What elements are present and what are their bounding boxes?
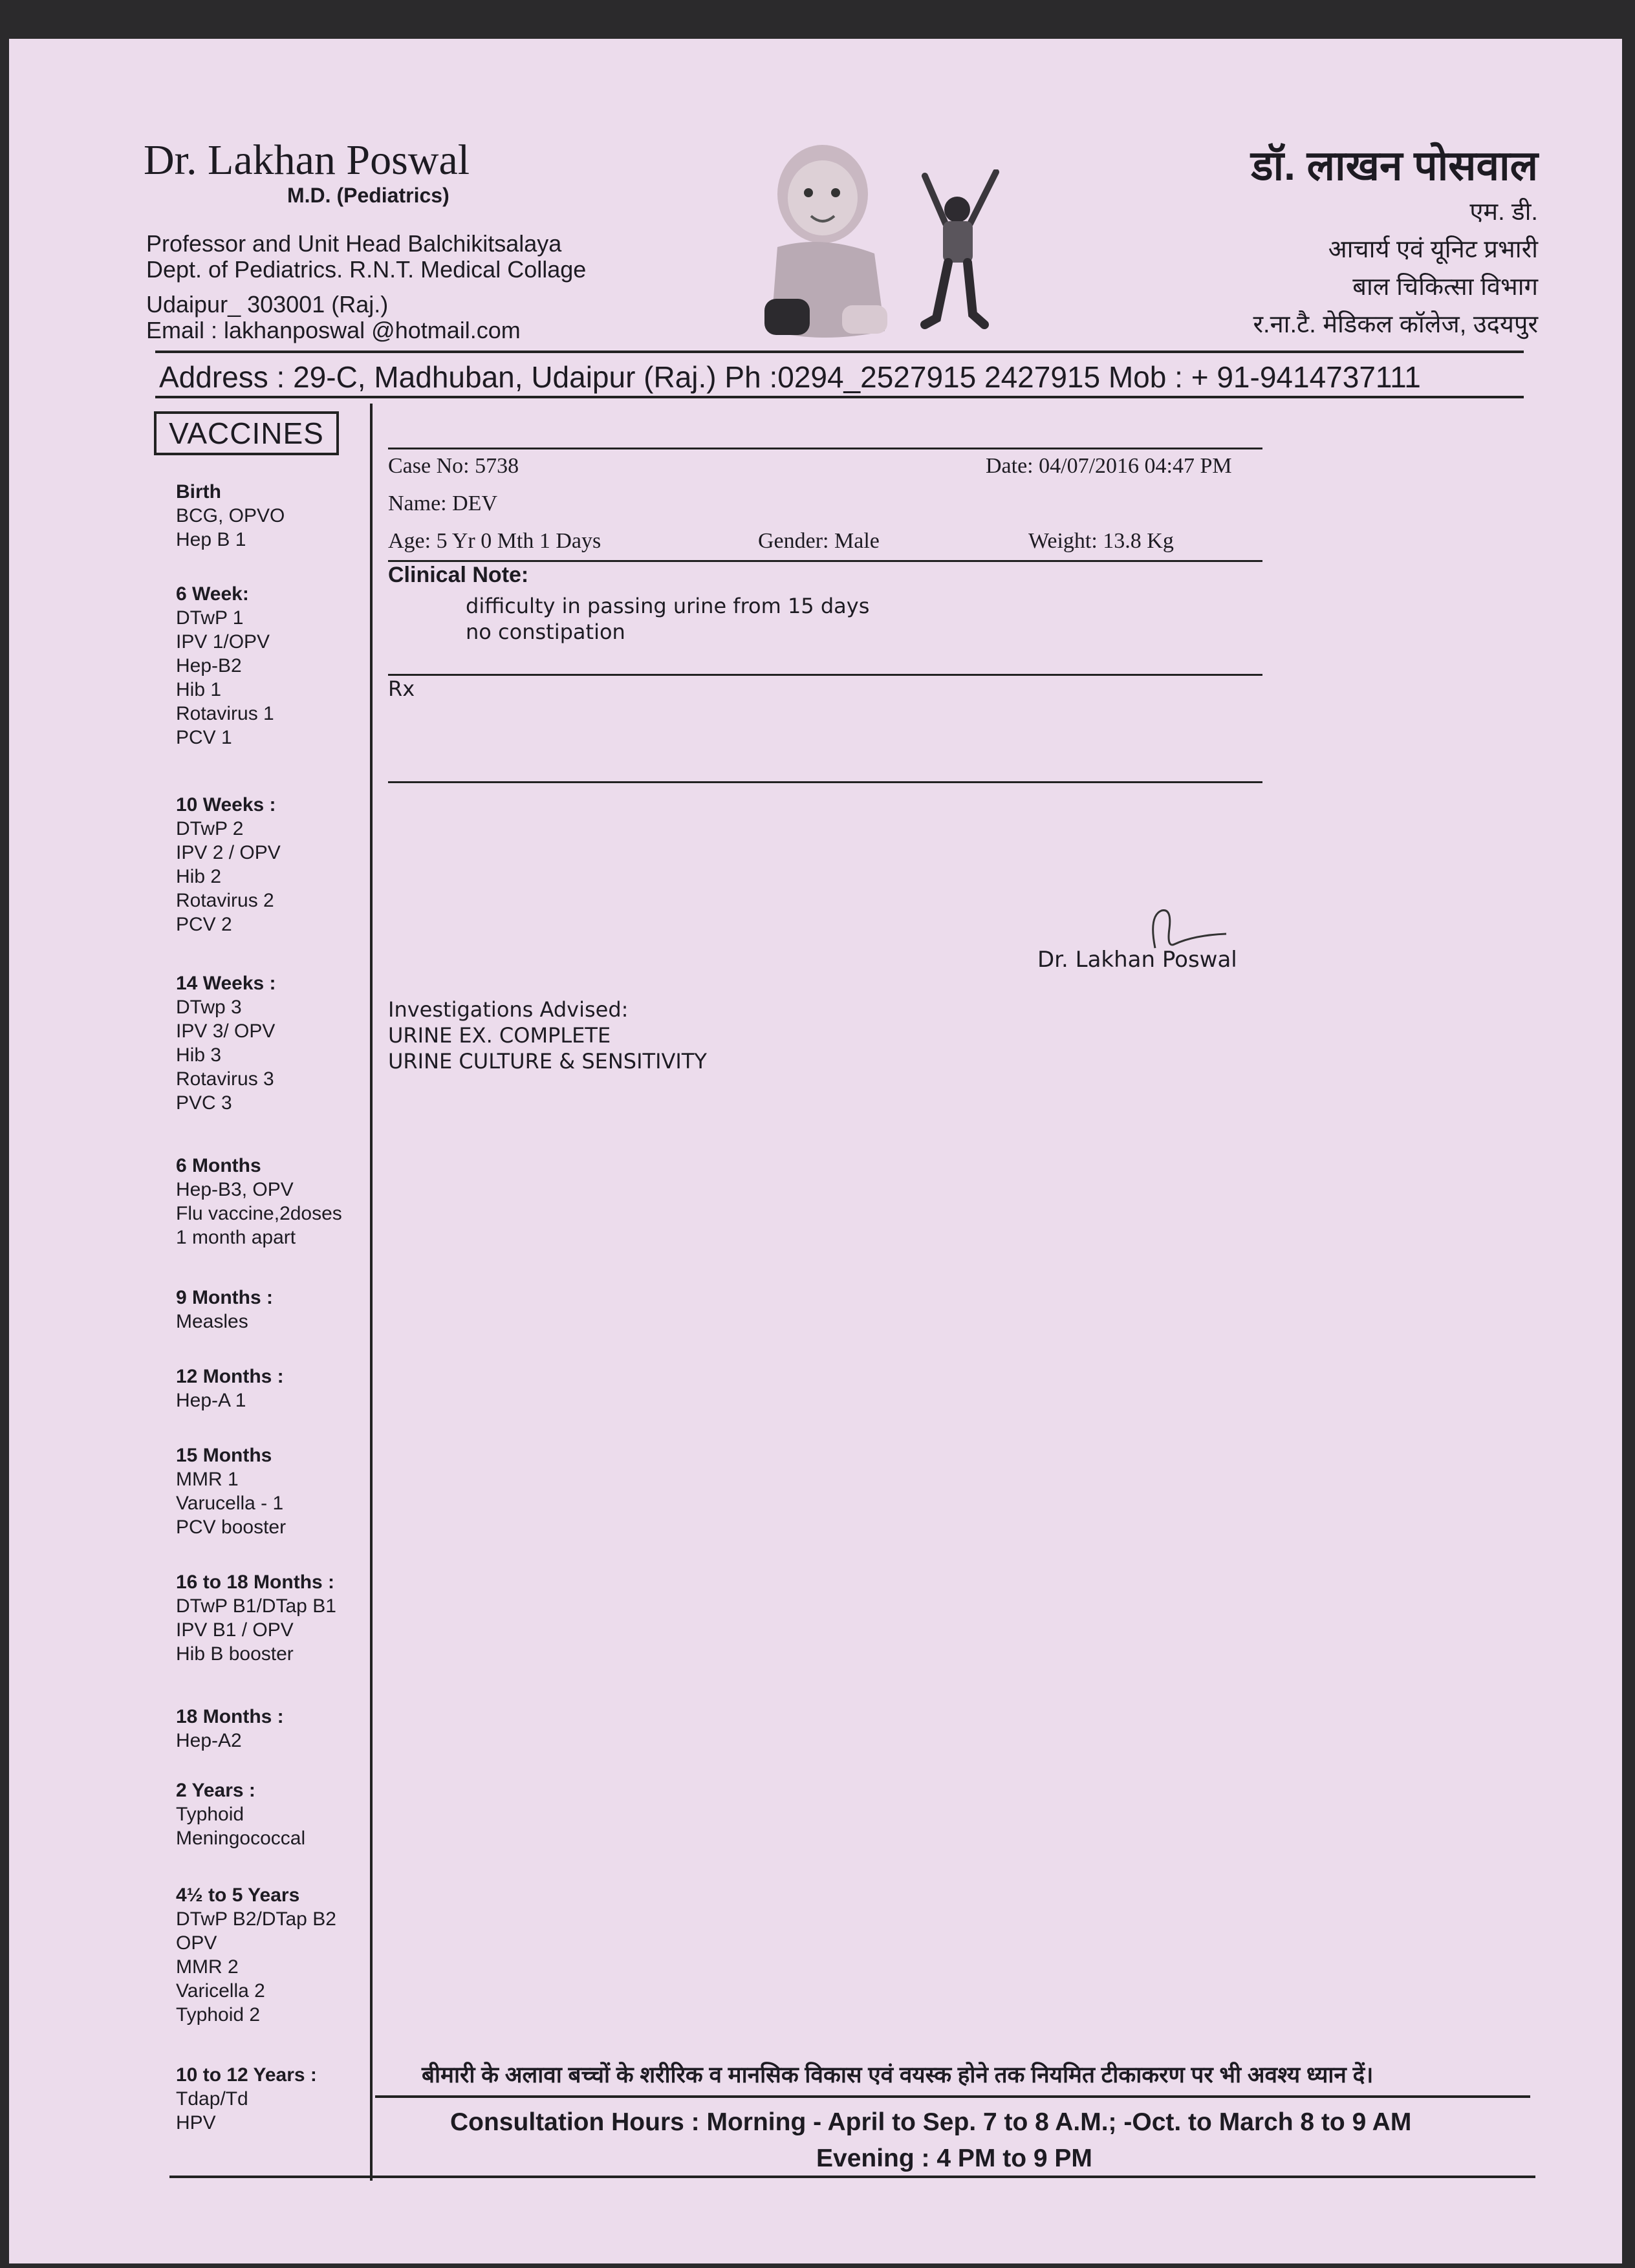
vaccine-item: Meningococcal (176, 1828, 306, 1849)
header-divider-bottom (155, 396, 1524, 398)
vaccine-item: Hep-A 1 (176, 1390, 246, 1411)
vaccine-item: IPV B1 / OPV (176, 1619, 294, 1641)
evening-hours: Evening : 4 PM to 9 PM (816, 2144, 1092, 2172)
vaccine-group-birth (176, 480, 285, 552)
case-number: Case No: 5738 (388, 454, 519, 478)
vaccine-item: Hep-A2 (176, 1730, 242, 1751)
vaccine-item: PCV booster (176, 1517, 287, 1538)
vaccine-item: Measles (176, 1311, 248, 1332)
vaccine-item: Tdap/Td (176, 2088, 248, 2110)
case-date: Date: 04/07/2016 04:47 PM (986, 454, 1232, 478)
vaccine-item: PCV 1 (176, 727, 232, 748)
vaccine-item: Rotavirus 2 (176, 890, 274, 911)
vaccine-item: Hib 1 (176, 679, 222, 700)
vaccine-group-heading: 2 Years : (176, 1780, 255, 1801)
hindi-line: र.ना.टै. मेडिकल कॉलेज, उदयपुर (1253, 311, 1538, 338)
footer-divider (375, 2095, 1530, 2098)
hindi-line: बाल चिकित्सा विभाग (1352, 274, 1538, 301)
doctor-name: Dr. Lakhan Poswal (144, 136, 470, 184)
patient-weight: Weight: 13.8 Kg (1028, 529, 1174, 553)
vaccine-item: BCG, OPVO (176, 505, 285, 526)
address-line: Udaipur_ 303001 (Raj.) (146, 291, 389, 318)
header-divider-top (155, 351, 1524, 353)
vaccine-item: PVC 3 (176, 1092, 232, 1114)
vaccine-group-10-weeks (176, 793, 281, 936)
vaccine-group-18-months (176, 1705, 284, 1753)
vaccine-item: Hib B booster (176, 1643, 294, 1665)
case-bottom-line (388, 560, 1262, 562)
vaccine-group-15-months (176, 1443, 286, 1539)
sidebar-divider (370, 404, 373, 2181)
vaccine-item: IPV 1/OPV (176, 631, 270, 653)
vaccine-group-heading: 9 Months : (176, 1287, 273, 1308)
clinical-note-line: difficulty in passing urine from 15 days (466, 594, 870, 618)
address-line: Dept. of Pediatrics. R.N.T. Medical Collage (146, 256, 587, 283)
footer-hindi-note: बीमारी के अलावा बच्चों के शरीरिक व मानसिक विकास एवं वयस्क होने तक नियमित टीकाकरण पर भी अवश्य ध्यान दें। (422, 2062, 1374, 2088)
vaccine-item: Rotavirus 1 (176, 703, 274, 724)
vaccine-item: DTwp 3 (176, 997, 242, 1018)
vaccine-item: DTwP 1 (176, 607, 244, 629)
signature-name: Dr. Lakhan Poswal (1037, 947, 1237, 973)
investigation-item: URINE CULTURE & SENSITIVITY (388, 1049, 707, 1074)
address-line: Professor and Unit Head Balchikitsalaya (146, 230, 562, 257)
hindi-doctor-name: डॉ. लाखन पोसवाल (1251, 142, 1538, 189)
clinical-note-heading: Clinical Note: (388, 563, 529, 587)
vaccine-group-9-months (176, 1286, 273, 1334)
vaccine-item: Typhoid 2 (176, 2004, 261, 2025)
vaccine-group-2-years (176, 1778, 305, 1850)
vaccine-group-heading: 16 to 18 Months : (176, 1571, 335, 1593)
vaccine-group-heading: 6 Week: (176, 583, 249, 605)
vaccine-group-4-to-5-years (176, 1883, 336, 2027)
rx-label: Rx (388, 676, 415, 701)
vaccine-item: Varucella - 1 (176, 1493, 284, 1514)
vaccine-group-heading: 12 Months : (176, 1366, 284, 1387)
vaccine-item: Hep-B2 (176, 655, 242, 676)
vaccine-group-heading: 10 to 12 Years : (176, 2064, 317, 2086)
vaccine-item: 1 month apart (176, 1227, 296, 1248)
vaccine-group-heading: 10 Weeks : (176, 794, 276, 815)
vaccine-group-10-to-12-years (176, 2063, 317, 2135)
vaccine-group-heading: Birth (176, 481, 221, 502)
vaccine-item: IPV 3/ OPV (176, 1021, 276, 1042)
vaccine-group-heading: 14 Weeks : (176, 973, 276, 994)
hindi-line: आचार्य एवं यूनिट प्रभारी (1328, 236, 1538, 263)
vaccine-item: MMR 1 (176, 1469, 239, 1490)
patient-name: Name: DEV (388, 491, 498, 515)
email-line: Email : lakhanposwal @hotmail.com (146, 317, 521, 343)
vaccine-item: PCV 2 (176, 914, 232, 935)
vaccine-item: DTwP B1/DTap B1 (176, 1595, 336, 1617)
vaccine-group-6-week (176, 582, 274, 750)
vaccine-group-heading: 6 Months (176, 1155, 261, 1176)
patient-gender: Gender: Male (758, 529, 880, 553)
consultation-hours: Consultation Hours : Morning - April to Sep. 7 to 8 A.M.; -Oct. to March 8 to 9 AM (450, 2108, 1412, 2136)
vaccine-item: DTwP 2 (176, 818, 244, 839)
vaccine-group-6-months (176, 1154, 342, 1249)
vaccine-item: Hib 3 (176, 1044, 222, 1066)
vaccine-group-heading: 4½ to 5 Years (176, 1885, 300, 1906)
case-top-line (388, 448, 1262, 449)
vaccine-item: Flu vaccine,2doses (176, 1203, 342, 1224)
investigations-heading: Investigations Advised: (388, 997, 629, 1022)
baby-photo (752, 144, 899, 351)
vaccine-item: IPV 2 / OPV (176, 842, 281, 863)
jumping-child-photo (905, 169, 1015, 344)
bottom-border (169, 2176, 1535, 2178)
vaccine-group-heading: 15 Months (176, 1445, 272, 1466)
clinical-note-line: no constipation (466, 620, 625, 644)
vaccine-group-heading: 18 Months : (176, 1706, 284, 1727)
patient-age: Age: 5 Yr 0 Mth 1 Days (388, 529, 601, 553)
rx-divider (388, 781, 1262, 783)
vaccine-item: Typhoid (176, 1804, 244, 1825)
vaccine-item: Hib 2 (176, 866, 222, 887)
vaccine-item: DTwP B2/DTap B2 (176, 1908, 336, 1930)
vaccines-title: VACCINES (154, 411, 339, 455)
vaccine-item: OPV (176, 1932, 217, 1954)
vaccine-item: Hep-B3, OPV (176, 1179, 294, 1200)
doctor-degree: M.D. (Pediatrics) (287, 184, 449, 207)
vaccine-item: MMR 2 (176, 1956, 239, 1978)
vaccine-item: Varicella 2 (176, 1980, 265, 2002)
address-bar: Address : 29-C, Madhuban, Udaipur (Raj.) Ph :0294_2527915 2427915 Mob : + 91-9414737111 (159, 360, 1421, 394)
vaccine-group-14-weeks (176, 971, 276, 1115)
clinical-divider (388, 674, 1262, 676)
investigation-item: URINE EX. COMPLETE (388, 1023, 611, 1048)
vaccine-item: Rotavirus 3 (176, 1068, 274, 1090)
vaccine-group-12-months (176, 1365, 284, 1412)
vaccine-group-16-to-18-months (176, 1570, 336, 1666)
vaccine-item: Hep B 1 (176, 529, 246, 550)
vaccine-item: HPV (176, 2112, 216, 2133)
hindi-line: एम. डी. (1469, 199, 1538, 226)
